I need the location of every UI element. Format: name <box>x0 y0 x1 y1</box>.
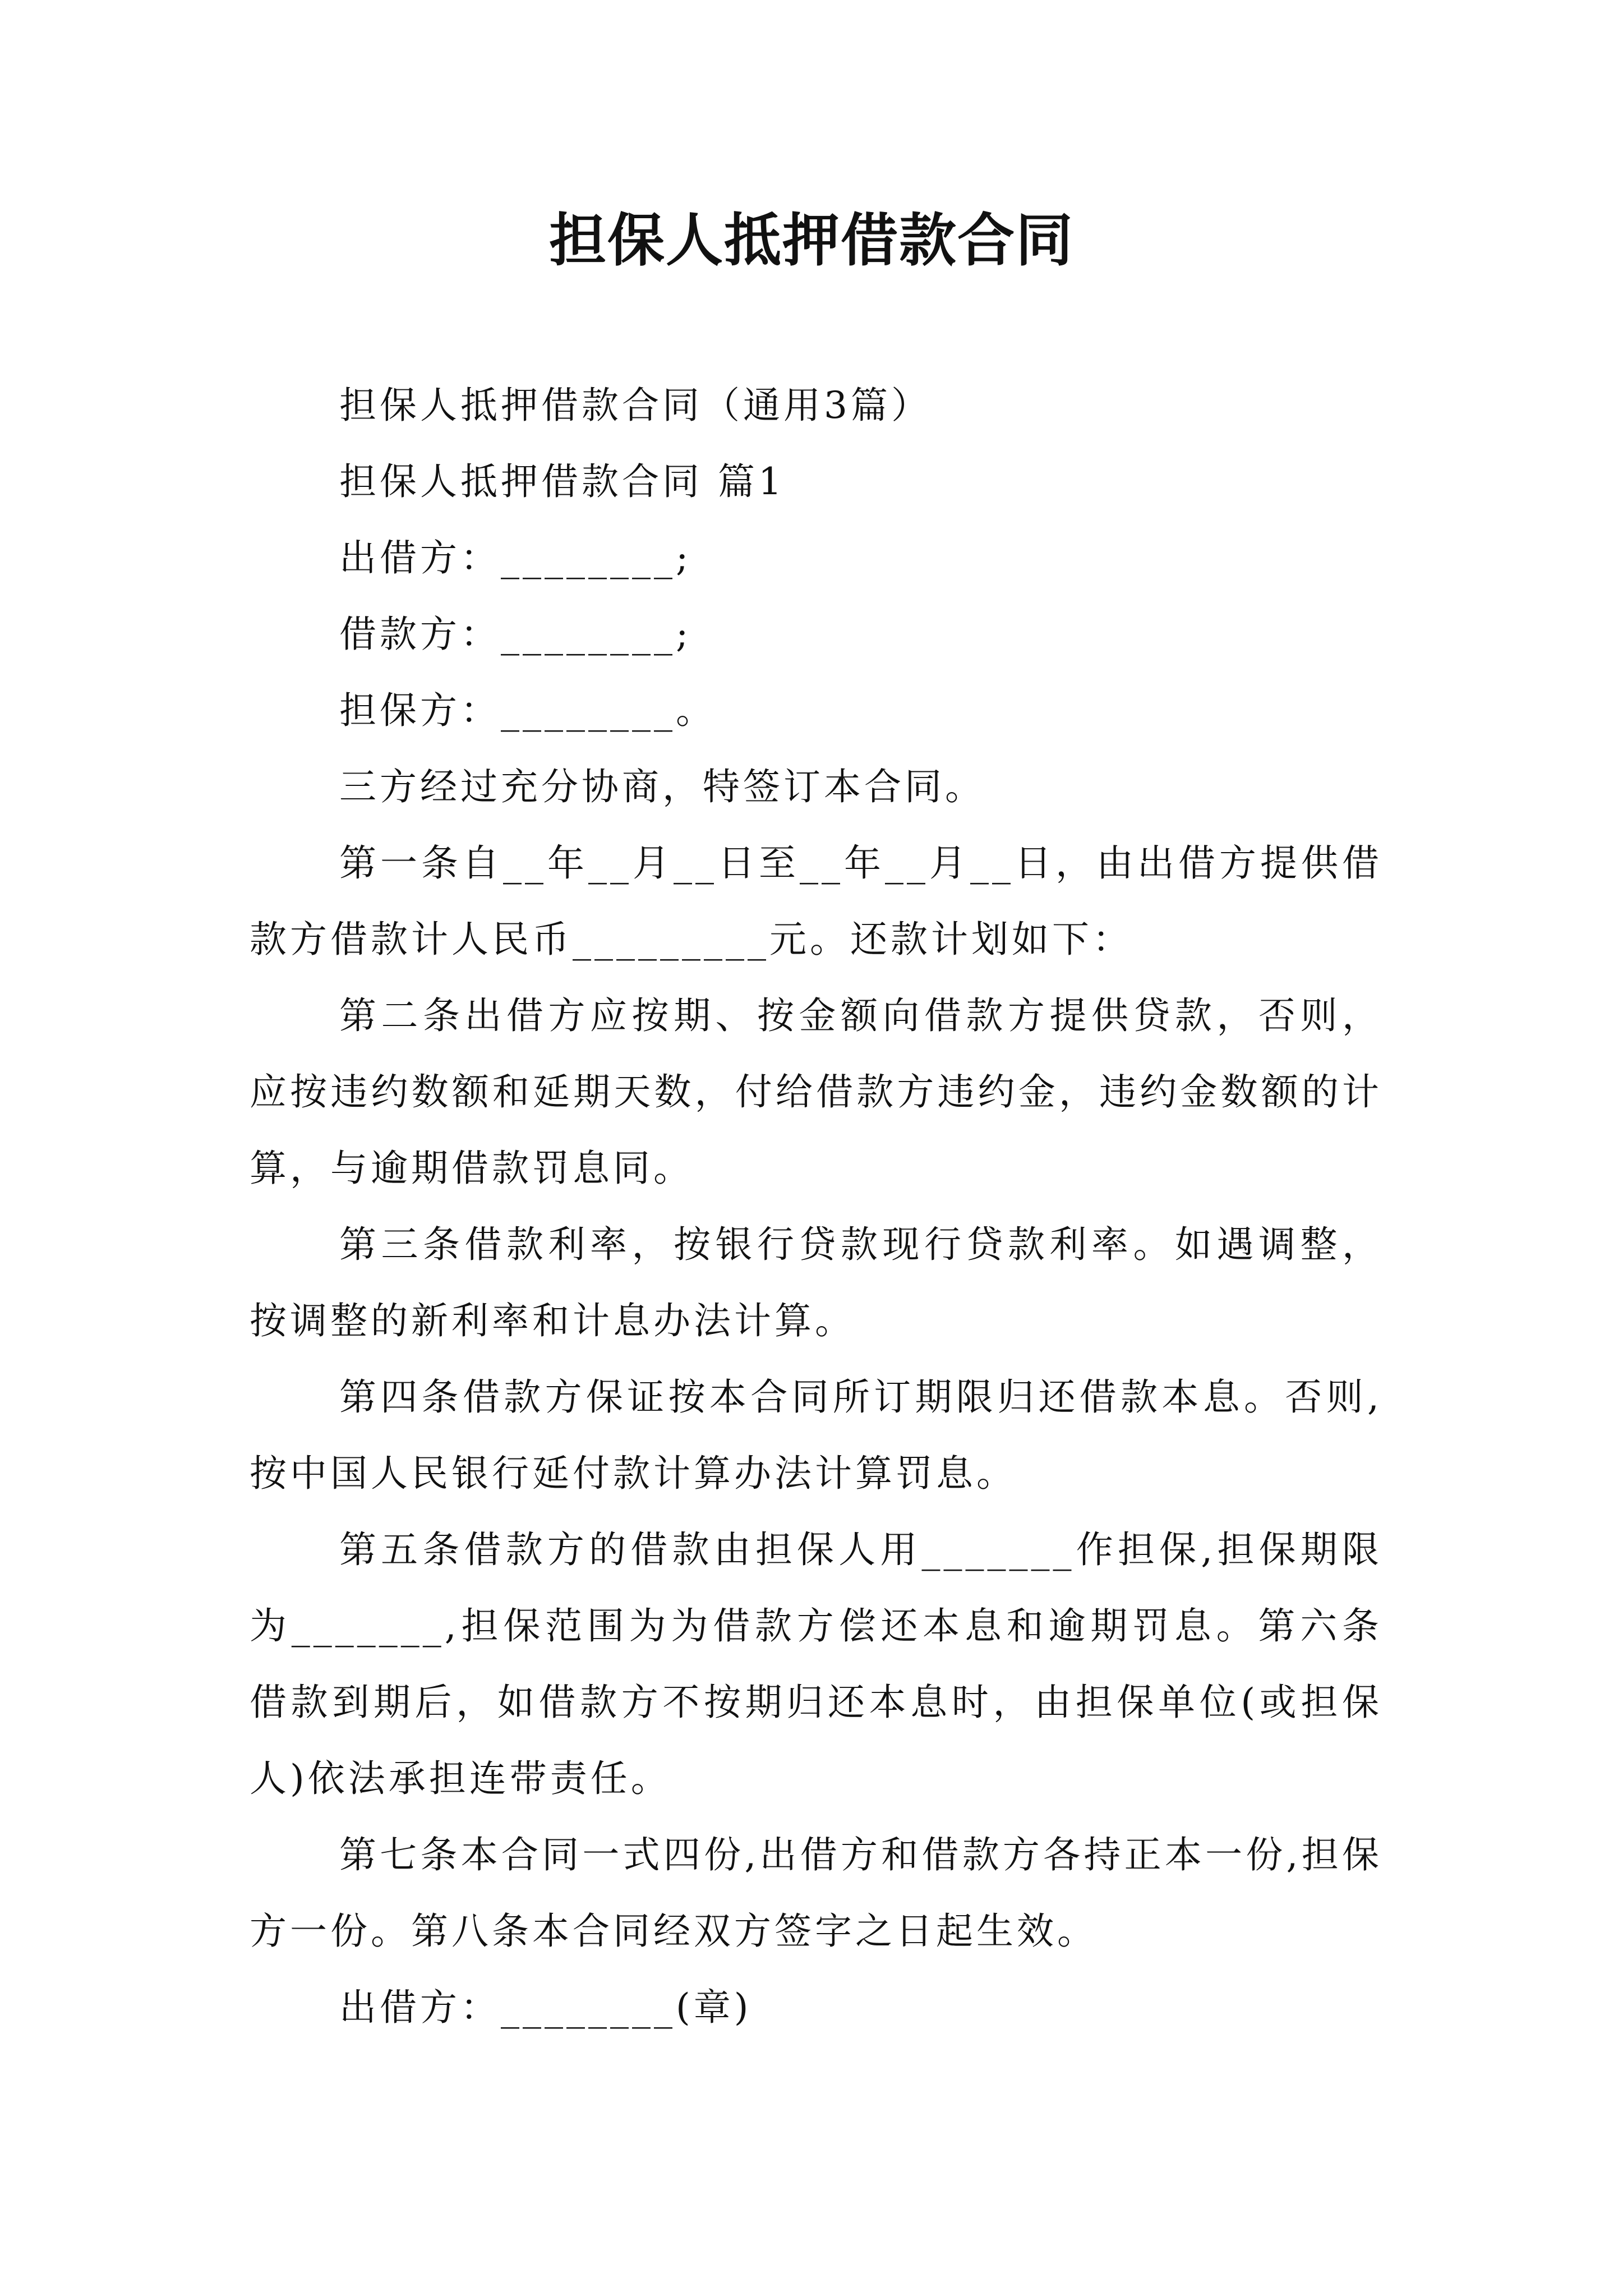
article-2: 第二条出借方应按期、按金额向借款方提供贷款，否则，应按违约数额和延期天数，付给借款方违约金，违约金数额的计算，与逾期借款罚息同。 <box>250 994 1382 1190</box>
subtitle-paragraph: 担保人抵押借款合同（通用3篇） <box>339 384 932 427</box>
guarantor-field: 担保方：________。 <box>339 689 716 732</box>
article-3: 第三条借款利率，按银行贷款现行贷款利率。如遇调整，按调整的新利率和计息办法计算。 <box>250 1223 1382 1342</box>
lender-field: 出借方：________; <box>339 536 692 579</box>
article-5-6: 第五条借款方的借款由担保人用_______作担保,担保期限为_______,担保范围为为借款方偿还本息和逾期罚息。第六条借款到期后，如借款方不按期归还本息时，由担保单位(或担保人)依法承担连带责任。 <box>250 1528 1382 1800</box>
agreement-intro: 三方经过充分协商，特签订本合同。 <box>339 765 985 808</box>
article-1: 第一条自__年__月__日至__年__月__日，由出借方提供借款方借款计人民币_________元。还款计划如下： <box>250 841 1382 961</box>
document-body <box>250 367 1382 2046</box>
section-heading: 担保人抵押借款合同 篇1 <box>339 460 785 503</box>
lender-signature-line: 出借方：________(章) <box>339 1986 752 2029</box>
article-7-8: 第七条本合同一式四份,出借方和借款方各持正本一份,担保方一份。第八条本合同经双方签字之日起生效。 <box>250 1833 1382 1953</box>
document-title: 担保人抵押借款合同 <box>549 208 1074 274</box>
borrower-field: 借款方：________; <box>339 613 692 656</box>
article-4: 第四条借款方保证按本合同所订期限归还借款本息。否则,按中国人民银行延付款计算办法计算罚息。 <box>250 1375 1382 1495</box>
